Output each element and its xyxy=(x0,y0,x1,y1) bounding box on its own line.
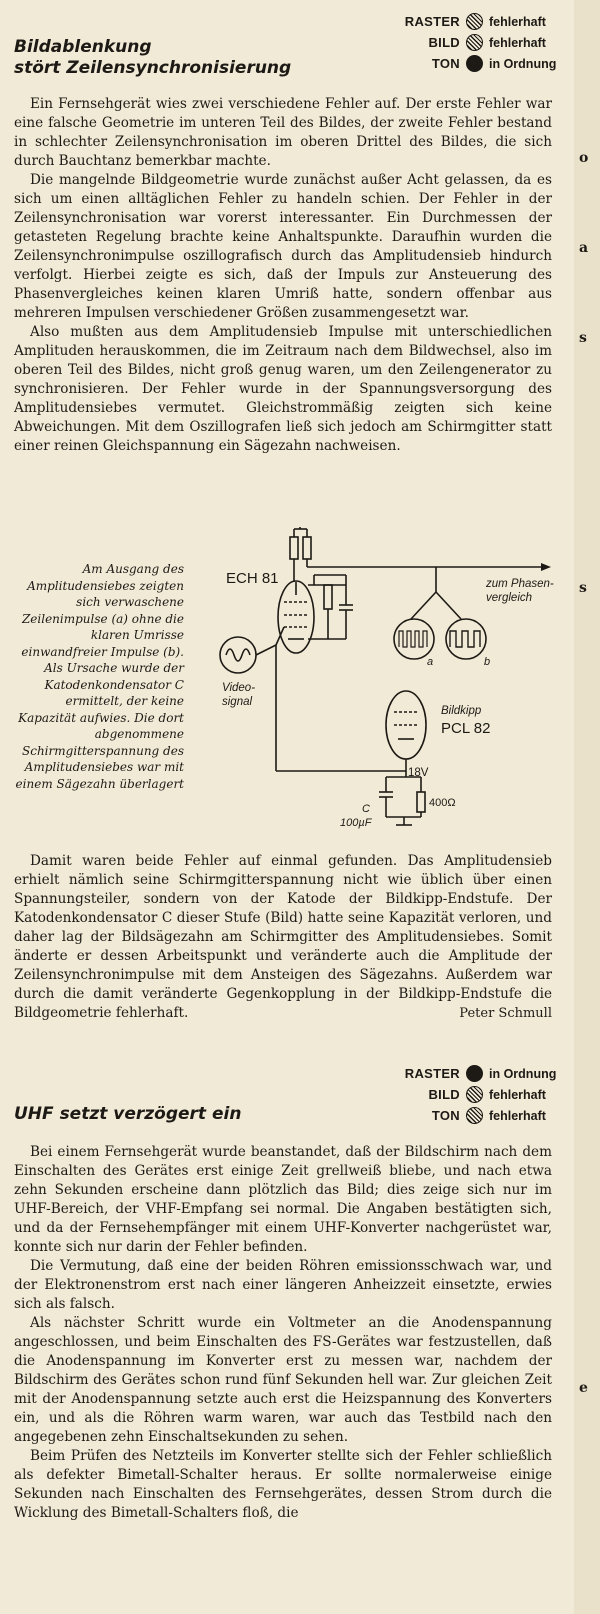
resistor-icon xyxy=(290,537,298,559)
video-signal-icon xyxy=(220,637,256,673)
status-value: fehlerhaft xyxy=(489,1087,546,1102)
article1-paragraph: Ein Fernsehgerät wies zwei verschiedene Fehler auf. Der erste Fehler war eine falsche Geometrie im unteren Teil des Bildes, der zweite Fehler bestand in schlechter Zeilensynchronisation im oberen Drittel des Bildes, die sich durch Bauchtanz bemerkbar machte. xyxy=(14,96,552,169)
article1-paragraph: Damit waren beide Fehler auf einmal gefunden. Das Amplitudensieb erhielt nämlich seine Schirmgitterspannung nicht wie üblich über einen Spannungsteiler, sondern von der Katode der Bildkipp-Endstufe. Der Katodenkondensator C dieser Stufe (Bild) hatte seine Kapazität verloren, und daher lag der Bildsägezahn am Schirmgitter des Amplitudensiebes. Somit änderte er dessen Arbeitspunkt und veränderte auch die Amplitude der Zeilensynchronimpulse mit dem Ansteigen des Sägezahns. Außerdem war durch die damit veränderte Gegenkopplung in der Bildkipp-Endstufe die Bildgeometrie fehlerhaft. xyxy=(14,853,552,1021)
tube2-label-2: PCL 82 xyxy=(441,720,491,737)
tube2-label-1: Bildkipp xyxy=(441,705,482,717)
article1-body xyxy=(14,95,552,456)
gutter-letter: o xyxy=(579,150,589,166)
capacitor-name: C xyxy=(362,803,370,815)
gutter-letter: s xyxy=(579,330,587,346)
status-row-ton xyxy=(404,53,556,74)
voltage-label: 18V xyxy=(408,767,429,779)
status-filled-dot-icon xyxy=(466,55,483,72)
output-label-1: zum Phasen- xyxy=(486,578,554,590)
article2-paragraph: Die Vermutung, daß eine der beiden Röhren emissionsschwach war, und der Elektronenstrom erst nach einer längeren Anheizzeit einsetzte, erwies sich als falsch. xyxy=(14,1258,552,1312)
status-label: BILD xyxy=(428,1087,460,1102)
article1-title-line1: Bildablenkung xyxy=(14,37,152,57)
resistor-icon xyxy=(324,585,332,609)
status-value: in Ordnung xyxy=(489,56,557,71)
input-label-1: Video- xyxy=(222,682,256,694)
article1-paragraph: Also mußten aus dem Amplitudensieb Impulse mit unterschiedlichen Amplituden herauskommen, die im Zeitraum nach dem Bildwechsel, also im oberen Teil des Bildes, nicht groß genug waren, um den Zeilengenerator zu synchronisieren. Der Fehler wurde in der Spannungsversorgung des Amplitudensiebes vermutet. Gleichstrommäßig zeigten sich keine Abweichungen. Mit dem Oszillografen ließ sich jedoch am Schirmgitter statt einer reinen Gleichspannung ein Sägezahn nachweisen. xyxy=(14,324,552,454)
status-label: TON xyxy=(431,56,460,71)
article2-paragraph: Als nächster Schritt wurde ein Voltmeter an die Anodenspannung angeschlossen, und beim Einschalten des FS-Gerätes war festzustellen, daß die Anodenspannung im Konverter erst zu messen war, nachdem der Bildschirm des Gerätes schon rund fünf Sekunden hell war. Zur gleichen Zeit mit der Anodenspannung setzte auch erst die Heizspannung des Konverters ein, und als die Röhren warm waren, war auch das Testbild nach den angegebenen zehn Einschaltsekunden zu sehen. xyxy=(14,1315,552,1445)
article1-title-line2: stört Zeilensynchronisierung xyxy=(14,58,292,78)
status-row-bild xyxy=(404,32,556,53)
status-value: fehlerhaft xyxy=(489,1108,546,1123)
status-value: fehlerhaft xyxy=(489,14,546,29)
status-row-bild xyxy=(404,1084,556,1105)
figure-caption: Am Ausgang des Amplitudensiebes zeigten sich verwaschene Zeilenimpulse (a) ohne die klaren Umrisse einwandfreier Impulse (b). Als Ursache wurde der Katodenkondensator C ermittelt, der keine Kapazität aufwies. Die dort abgenommene Schirmgitterspannung des Amplitudensiebes war mit einem Sägezahn überlagert xyxy=(15,562,184,791)
status-value: in Ordnung xyxy=(489,1066,557,1081)
status-label: RASTER xyxy=(404,1066,460,1081)
status-row-raster xyxy=(404,11,556,32)
gutter-letter: s xyxy=(579,580,587,596)
capacitor-value: 100µF xyxy=(340,817,372,829)
status-label: RASTER xyxy=(404,14,460,29)
gutter-letter: a xyxy=(579,240,589,256)
author-signature: Peter Schmull xyxy=(459,1006,552,1021)
article2-paragraph: Bei einem Fernsehgerät wurde beanstandet, daß der Bildschirm nach dem Einschalten des Gerätes erst einige Zeit grellweiß bliebe, und nach etwa zehn Sekunden erscheine dann plötzlich das Bild; dies zeige sich nur im UHF-Bereich, der VHF-Empfang sei normal. Die Angaben bestätigten sich, und da der Fernsehempfänger mit einem UHF-Konverter nachgerüstet war, konnte sich nur darin der Fehler befinden. xyxy=(14,1144,552,1255)
status-hatched-dot-icon xyxy=(466,1086,483,1103)
article1-paragraph: Die mangelnde Bildgeometrie wurde zunächst außer Acht gelassen, da es sich um einen alltäglichen Fehler zu handeln schien. Der Fehler in der Zeilensynchronisation war vorerst interessanter. Ein Durchmessen der getasteten Regelung brachte keine Anhaltspunkte. Daraufhin wurden die Zeilensynchronimpulse oszillografisch durch das Amplitudensieb hindurch verfolgt. Hierbei zeigte es sich, daß der Impuls zur Ansteuerung des Phasenvergleiches keinen klaren Umriß hatte, sondern offenbar aus mehreren Impulsen verschiedener Größen zusammengesetzt war. xyxy=(14,172,552,321)
article2-body xyxy=(14,1143,552,1523)
status-hatched-dot-icon xyxy=(466,34,483,51)
status-label: TON xyxy=(431,1108,460,1123)
adjacent-column-edge xyxy=(574,0,600,1614)
resistor-icon xyxy=(303,537,311,559)
article1-status-box xyxy=(404,11,556,74)
waveform-a-label: a xyxy=(427,656,434,668)
status-row-ton xyxy=(404,1105,556,1126)
gutter-letter: e xyxy=(579,1380,588,1396)
arrow-icon xyxy=(541,563,551,571)
article2-status-box xyxy=(404,1063,556,1126)
tube1-label: ECH 81 xyxy=(226,570,279,587)
status-row-raster xyxy=(404,1063,556,1084)
status-hatched-dot-icon xyxy=(466,1107,483,1124)
resistor-value: 400Ω xyxy=(429,797,456,809)
input-label-2: signal xyxy=(222,696,253,708)
output-label-2: vergleich xyxy=(486,592,533,604)
resistor-icon xyxy=(417,792,425,812)
status-hatched-dot-icon xyxy=(466,13,483,30)
status-label: BILD xyxy=(428,35,460,50)
waveform-a-icon xyxy=(394,619,434,659)
article2-title: UHF setzt verzögert ein xyxy=(14,1104,242,1124)
status-filled-dot-icon xyxy=(466,1065,483,1082)
article1-conclusion xyxy=(14,852,552,1023)
article2-paragraph: Beim Prüfen des Netzteils im Konverter stellte sich der Fehler schließlich als defekter Bimetall-Schalter heraus. Er sollte normalerweise einige Sekunden nach Einschalten des Fernsehgerätes, dessen Strom durch die Wicklung des Bimetall-Schalters floß, die xyxy=(14,1448,552,1521)
waveform-b-label: b xyxy=(484,656,491,668)
status-value: fehlerhaft xyxy=(489,35,546,50)
circuit-diagram xyxy=(196,527,560,862)
